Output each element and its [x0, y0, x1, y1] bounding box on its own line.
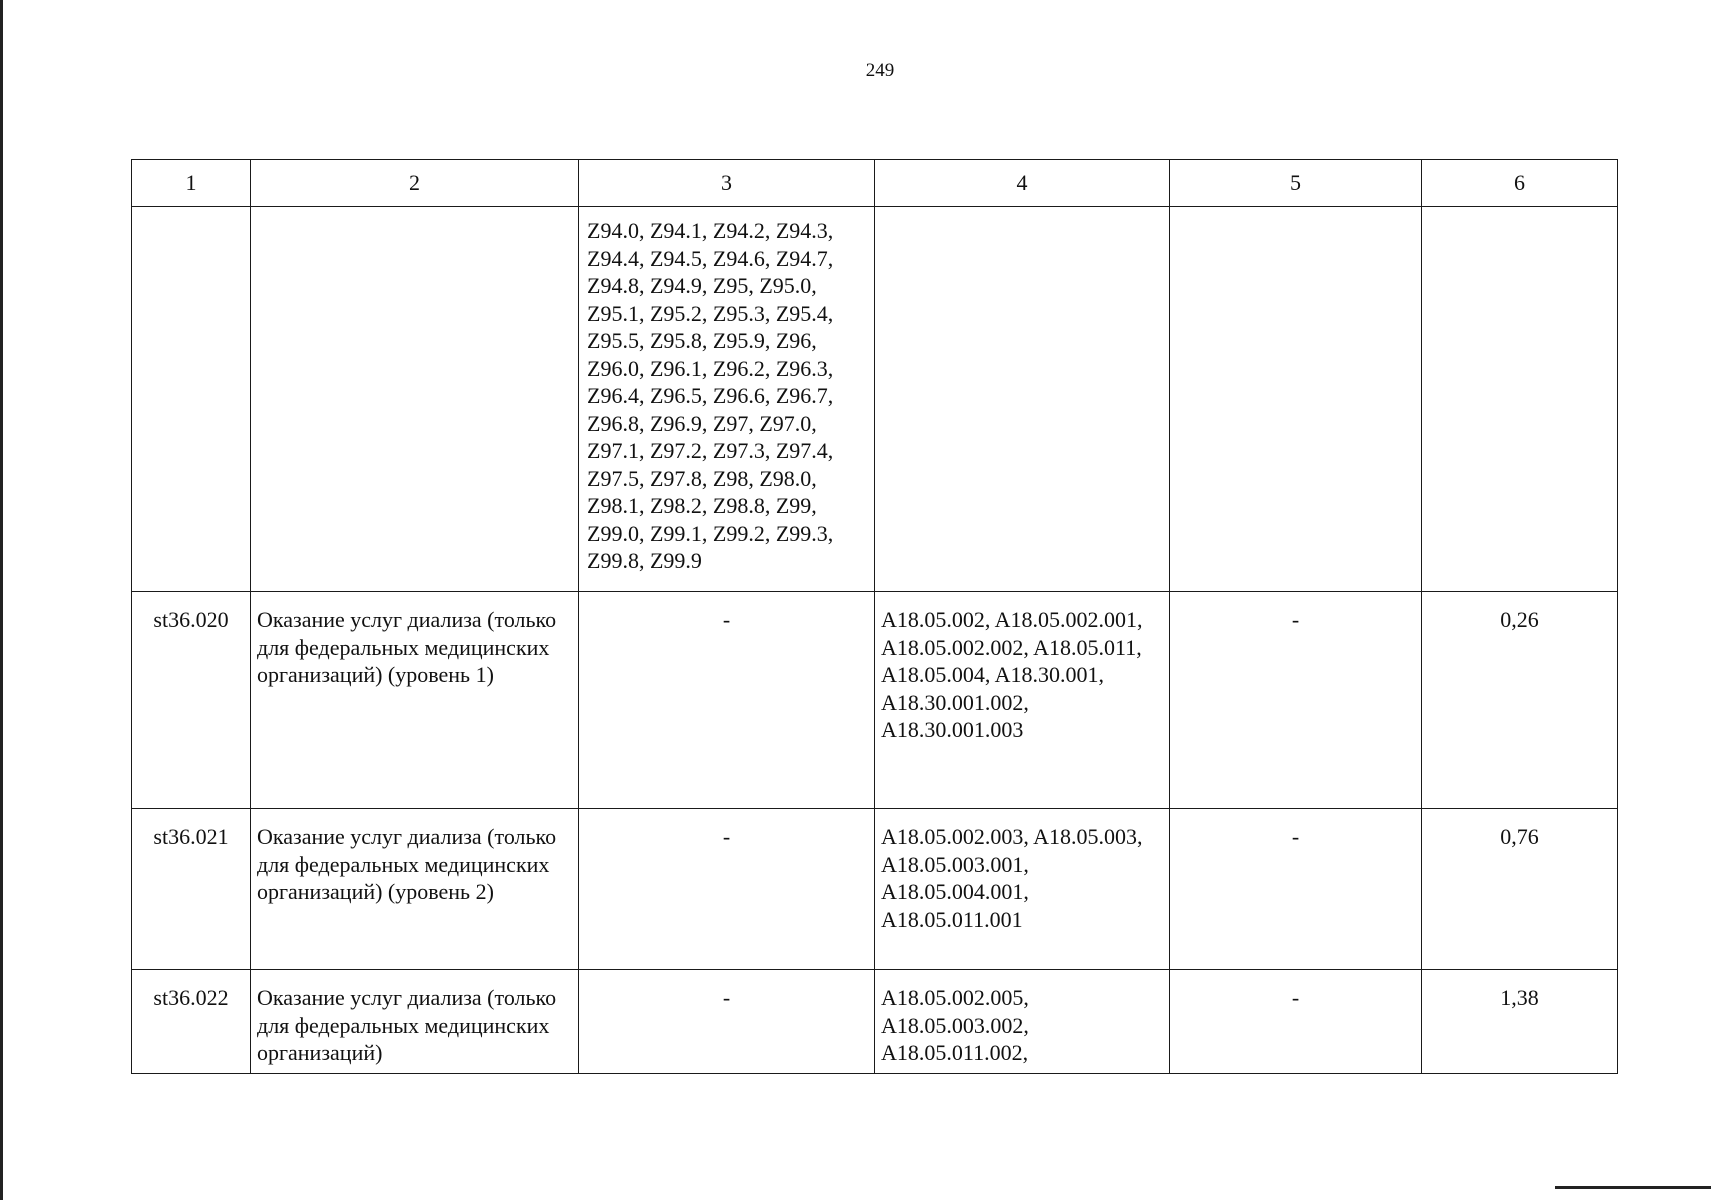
cell-services: A18.05.002.003, A18.05.003, A18.05.003.001, A18.05.004.001, A18.05.011.001 — [875, 809, 1170, 970]
header-col-2: 2 — [251, 160, 579, 207]
scan-edge-left — [0, 0, 3, 1200]
cell-col5: - — [1170, 970, 1422, 1074]
scan-edge-bottom — [1555, 1186, 1711, 1189]
cell-code: st36.021 — [132, 809, 251, 970]
header-col-5: 5 — [1170, 160, 1422, 207]
cell-code — [132, 207, 251, 592]
cell-diagnoses: - — [579, 809, 875, 970]
header-col-3: 3 — [579, 160, 875, 207]
cell-name — [251, 207, 579, 592]
cell-services: A18.05.002.005, A18.05.003.002, A18.05.011.002, — [875, 970, 1170, 1074]
cell-services: A18.05.002, A18.05.002.001, A18.05.002.002, A18.05.011, A18.05.004, A18.30.001, A18.30.001.002, A18.30.001.003 — [875, 592, 1170, 809]
tariff-table — [131, 159, 1618, 1074]
table-row — [132, 592, 1618, 809]
cell-col5: - — [1170, 809, 1422, 970]
table-row — [132, 970, 1618, 1074]
header-col-1: 1 — [132, 160, 251, 207]
table-row — [132, 207, 1618, 592]
page-number: 249 — [865, 60, 895, 81]
cell-code: st36.020 — [132, 592, 251, 809]
cell-col5: - — [1170, 592, 1422, 809]
cell-name: Оказание услуг диализа (только для федеральных медицинских организаций) — [251, 970, 579, 1074]
cell-coef: 1,38 — [1422, 970, 1618, 1074]
cell-diagnoses: Z94.0, Z94.1, Z94.2, Z94.3, Z94.4, Z94.5, Z94.6, Z94.7, Z94.8, Z94.9, Z95, Z95.0, Z95.1, Z95.2, Z95.3, Z95.4, Z95.5, Z95.8, Z95.9, Z96, Z96.0, Z96.1, Z96.2, Z96.3, Z96.4, Z96.5, Z96.6, Z96.7, Z96.8, Z96.9, Z97, Z97.0, Z97.1, Z97.2, Z97.3, Z97.4, Z97.5, Z97.8, Z98, Z98.0, Z98.1, Z98.2, Z98.8, Z99, Z99.0, Z99.1, Z99.2, Z99.3, Z99.8, Z99.9 — [579, 207, 875, 592]
table-row — [132, 809, 1618, 970]
cell-services — [875, 207, 1170, 592]
cell-diagnoses: - — [579, 592, 875, 809]
header-col-4: 4 — [875, 160, 1170, 207]
cell-coef — [1422, 207, 1618, 592]
cell-name: Оказание услуг диализа (только для федеральных медицинских организаций) (уровень 2) — [251, 809, 579, 970]
cell-coef: 0,26 — [1422, 592, 1618, 809]
cell-col5 — [1170, 207, 1422, 592]
header-col-6: 6 — [1422, 160, 1618, 207]
cell-code: st36.022 — [132, 970, 251, 1074]
cell-coef: 0,76 — [1422, 809, 1618, 970]
cell-diagnoses: - — [579, 970, 875, 1074]
cell-name: Оказание услуг диализа (только для федеральных медицинских организаций) (уровень 1) — [251, 592, 579, 809]
table-header-row — [132, 160, 1618, 207]
